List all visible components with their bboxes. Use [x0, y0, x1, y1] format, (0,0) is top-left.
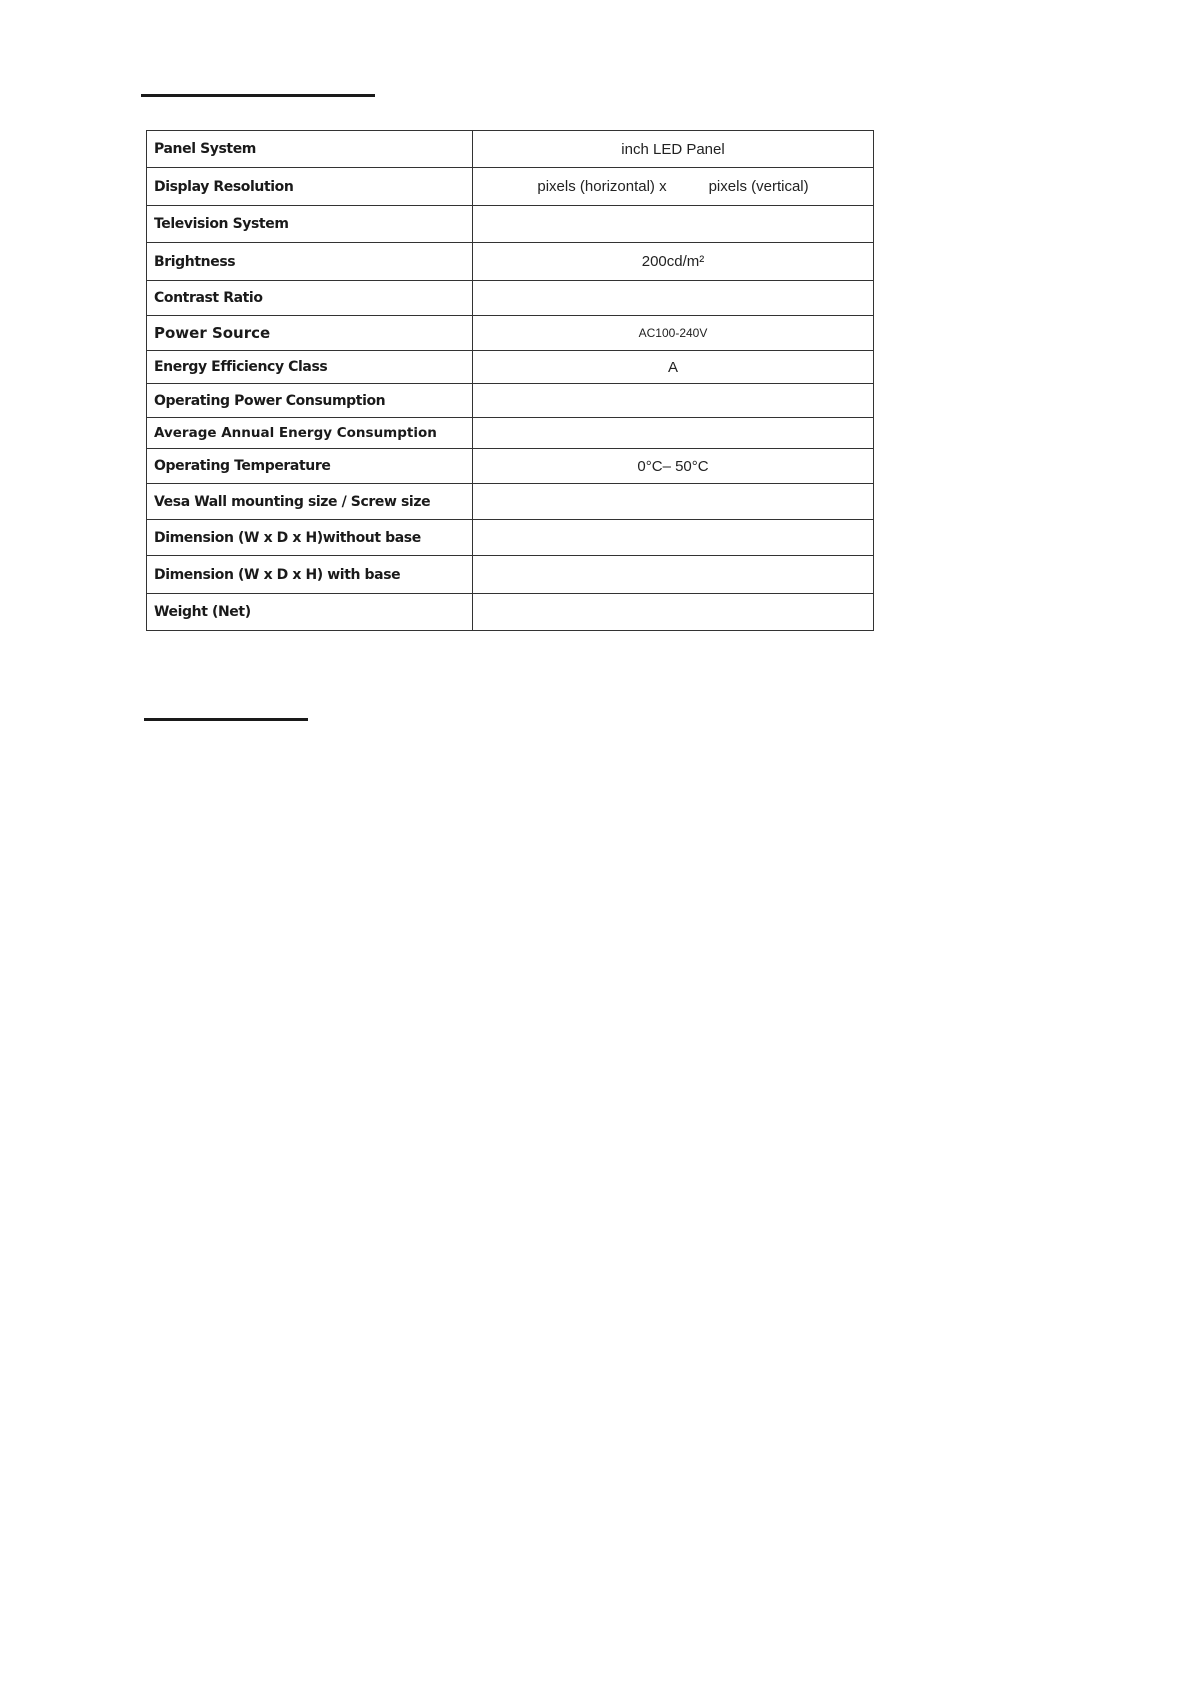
spec-value	[473, 206, 874, 243]
table-row	[147, 449, 874, 484]
spec-label: Weight (Net)	[147, 594, 473, 631]
spec-label: Brightness	[147, 243, 473, 281]
table-row	[147, 520, 874, 556]
table-row	[147, 556, 874, 594]
spec-value	[473, 520, 874, 556]
spec-label: Operating Temperature	[147, 449, 473, 484]
spec-value: 0°C– 50°C	[473, 449, 874, 484]
spec-label: Television System	[147, 206, 473, 243]
spec-label: Energy Efficiency Class	[147, 351, 473, 384]
table-row	[147, 316, 874, 351]
table-row	[147, 243, 874, 281]
table-row	[147, 131, 874, 168]
table-row	[147, 168, 874, 206]
resolution-vertical-text: pixels (vertical)	[708, 178, 809, 195]
section-heading-underline	[144, 718, 308, 721]
table-row	[147, 594, 874, 631]
spec-value	[473, 484, 874, 520]
table-row	[147, 384, 874, 418]
spec-label: Operating Power Consumption	[147, 384, 473, 418]
table-row	[147, 418, 874, 449]
spec-label: Contrast Ratio	[147, 281, 473, 316]
table-row	[147, 281, 874, 316]
spec-label: Panel System	[147, 131, 473, 168]
spec-label: Dimension (W x D x H) with base	[147, 556, 473, 594]
spec-label: Vesa Wall mounting size / Screw size	[147, 484, 473, 520]
spec-value	[473, 168, 874, 206]
spec-label: Power Source	[147, 316, 473, 351]
section-heading-underline	[141, 94, 375, 97]
spec-label: Dimension (W x D x H)without base	[147, 520, 473, 556]
table-row	[147, 484, 874, 520]
specification-table	[146, 130, 874, 631]
spec-label: Display Resolution	[147, 168, 473, 206]
spec-value	[473, 556, 874, 594]
spec-value: inch LED Panel	[473, 131, 874, 168]
spec-value	[473, 281, 874, 316]
spec-value: 200cd/m²	[473, 243, 874, 281]
resolution-horizontal-text: pixels (horizontal) x	[537, 178, 667, 195]
table-row	[147, 351, 874, 384]
spec-value: A	[473, 351, 874, 384]
spec-value: AC100-240V	[473, 316, 874, 351]
table-row	[147, 206, 874, 243]
spec-value	[473, 594, 874, 631]
spec-value	[473, 384, 874, 418]
spec-value	[473, 418, 874, 449]
spec-label: Average Annual Energy Consumption	[147, 418, 473, 449]
